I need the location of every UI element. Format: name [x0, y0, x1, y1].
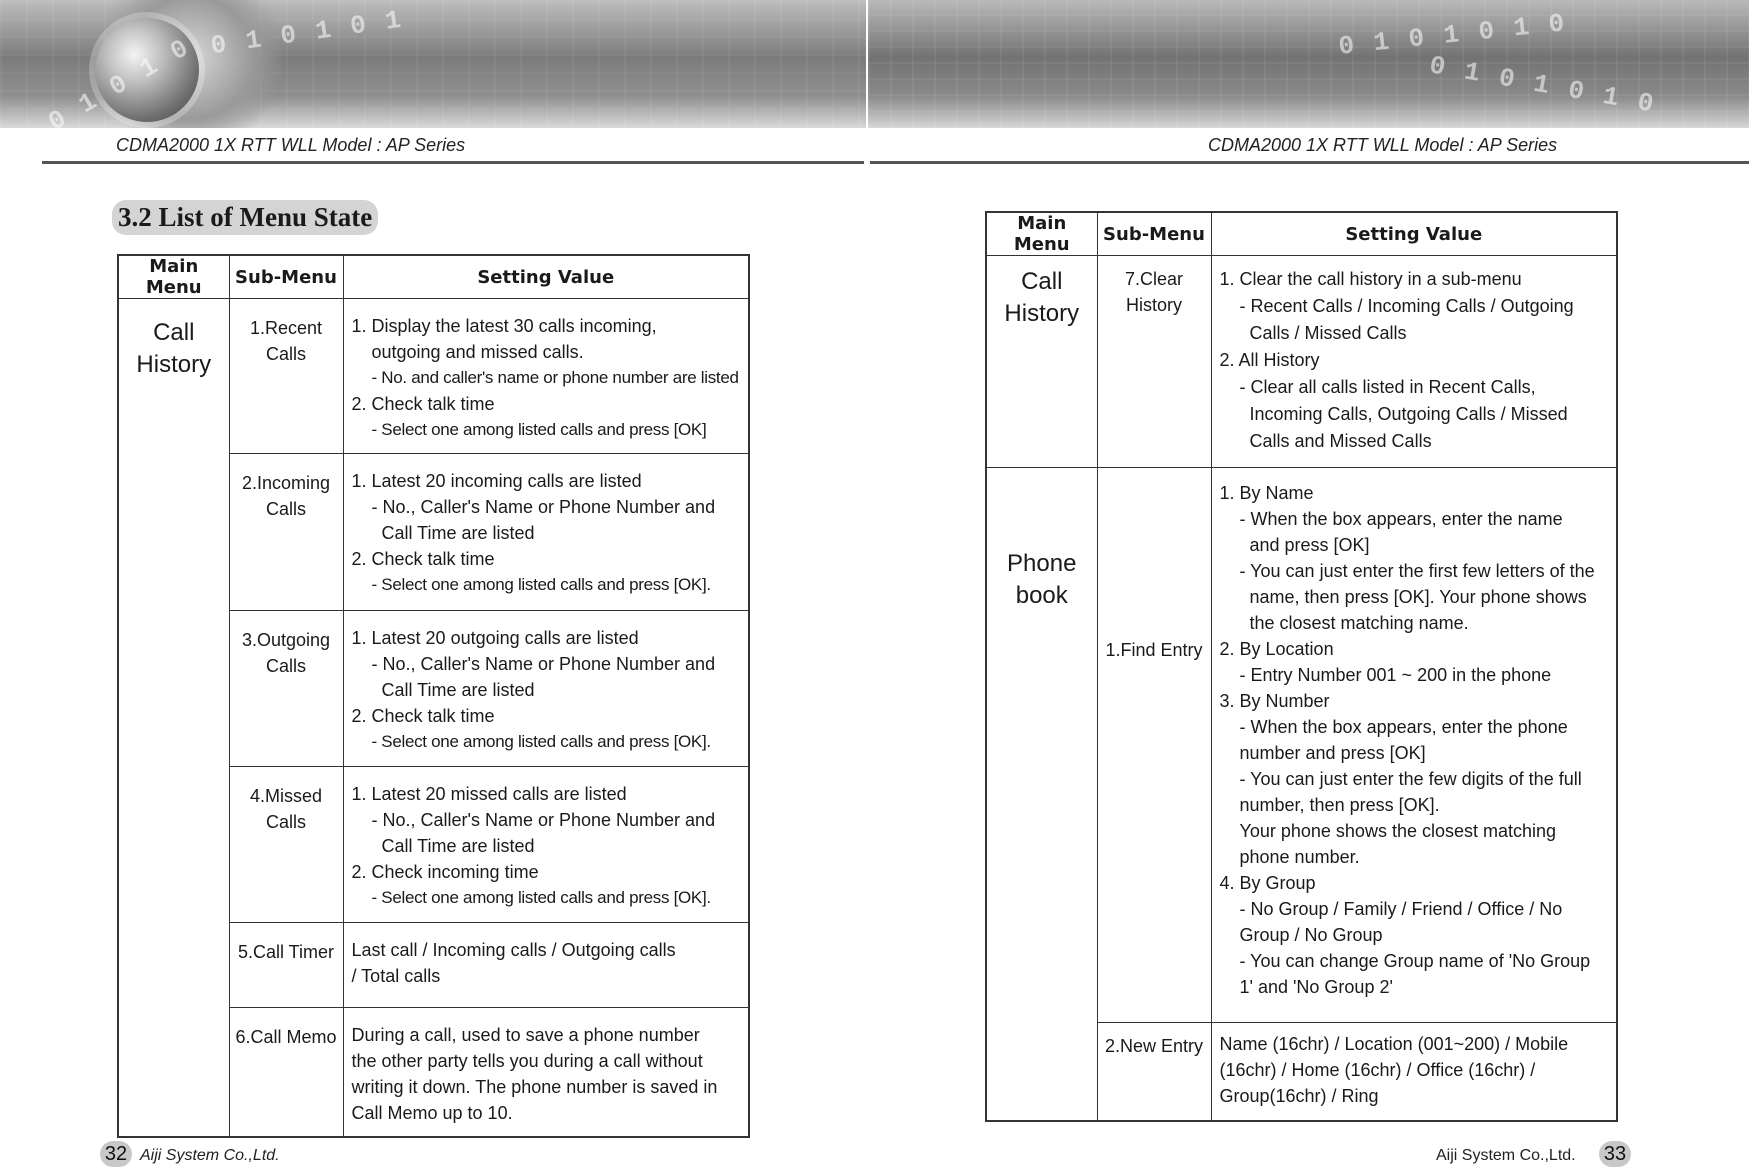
- sub-menu-outgoing-calls: 3.Outgoing Calls: [229, 611, 343, 767]
- binary-pattern-decoration: 0 1 0 1 0 1 0: [1337, 8, 1568, 62]
- left-menu-table: [117, 254, 750, 1138]
- header-setting-value: Setting Value: [343, 255, 749, 299]
- binary-pattern-decoration: 0 1 0 1 0 1: [208, 4, 405, 62]
- setting-value: During a call, used to save a phone number the other party tells you during a call without writing it down. The phone number is saved in Call Memo up to 10.: [343, 1008, 749, 1138]
- right-menu-table: [985, 211, 1618, 1122]
- left-footer-company: Aiji System Co.,Ltd.: [140, 1147, 280, 1164]
- sub-menu-missed-calls: 4.Missed Calls: [229, 767, 343, 923]
- main-menu-call-history: Call History: [118, 299, 229, 1138]
- right-page-number: 33: [1599, 1141, 1631, 1167]
- left-header-banner: [0, 0, 866, 138]
- table-row: [986, 468, 1617, 1023]
- left-header-rule: [42, 161, 864, 164]
- sub-menu-recent-calls: 1.Recent Calls: [229, 299, 343, 454]
- setting-value: 1. Latest 20 outgoing calls are listed - No., Caller's Name or Phone Number and Call Time are listed 2. Check talk time - Select one among listed calls and press [OK].: [343, 611, 749, 767]
- setting-value: 1. Latest 20 missed calls are listed - No., Caller's Name or Phone Number and Call Time are listed 2. Check incoming time - Select one among listed calls and press [OK].: [343, 767, 749, 923]
- table-header-row: [986, 212, 1617, 256]
- right-page-header: CDMA2000 1X RTT WLL Model : AP Series: [1208, 135, 1558, 155]
- binary-pattern-decoration: 0 1 0 1 0: [43, 32, 196, 138]
- sub-menu-new-entry: 2.New Entry: [1097, 1023, 1211, 1121]
- right-header-rule: [870, 161, 1749, 164]
- right-footer-company: Aiji System Co.,Ltd.: [1436, 1147, 1576, 1164]
- right-header-banner: [868, 0, 1749, 128]
- setting-value: Last call / Incoming calls / Outgoing calls / Total calls: [343, 923, 749, 1008]
- sub-menu-find-entry: 1.Find Entry: [1097, 468, 1211, 1023]
- sub-menu-call-memo: 6.Call Memo: [229, 1008, 343, 1138]
- header-sub-menu: Sub-Menu: [229, 255, 343, 299]
- table-row: [118, 299, 749, 454]
- left-page-header: CDMA2000 1X RTT WLL Model : AP Series: [116, 135, 466, 155]
- left-page-number: 32: [100, 1141, 132, 1167]
- header-sub-menu: Sub-Menu: [1097, 212, 1211, 256]
- section-title: 3.2 List of Menu State: [112, 200, 378, 235]
- binary-pattern-decoration: 0 1 0 1 0 1 0: [1427, 50, 1658, 120]
- table-row: [986, 256, 1617, 468]
- setting-value: 1. By Name - When the box appears, enter the name and press [OK] - You can just enter the first few letters of the name, then press [OK]. Your phone shows the closest matching name. 2. By Location - Entry Number 001 ~ 200 in the phone 3. By Number - When the box appears, enter the phone number and press [OK] - You can just enter the few digits of the full number, then press [OK]. Your phone shows the closest matching phone number. 4. By Group - No Group / Family / Friend / Office / No Group / No Group - You can change Group name of 'No Group 1' and 'No Group 2': [1211, 468, 1617, 1023]
- setting-value: 1. Latest 20 incoming calls are listed - No., Caller's Name or Phone Number and Call Time are listed 2. Check talk time - Select one among listed calls and press [OK].: [343, 454, 749, 611]
- header-setting-value: Setting Value: [1211, 212, 1617, 256]
- header-main-menu: Main Menu: [986, 212, 1097, 256]
- setting-value: 1. Display the latest 30 calls incoming, outgoing and missed calls. - No. and caller's name or phone number are listed 2. Check talk time - Select one among listed calls and press [OK]: [343, 299, 749, 454]
- sub-menu-call-timer: 5.Call Timer: [229, 923, 343, 1008]
- sub-menu-clear-history: 7.Clear History: [1097, 256, 1211, 468]
- header-main-menu: Main Menu: [118, 255, 229, 299]
- setting-value: 1. Clear the call history in a sub-menu - Recent Calls / Incoming Calls / Outgoing Calls / Missed Calls 2. All History - Clear all calls listed in Recent Calls, Incoming Calls, Outgoing Calls / Missed Calls and Missed Calls: [1211, 256, 1617, 468]
- sub-menu-incoming-calls: 2.Incoming Calls: [229, 454, 343, 611]
- main-menu-phonebook: Phone book: [986, 468, 1097, 1121]
- table-header-row: [118, 255, 749, 299]
- main-menu-call-history: Call History: [986, 256, 1097, 468]
- setting-value: Name (16chr) / Location (001~200) / Mobile (16chr) / Home (16chr) / Office (16chr) / Group(16chr) / Ring: [1211, 1023, 1617, 1121]
